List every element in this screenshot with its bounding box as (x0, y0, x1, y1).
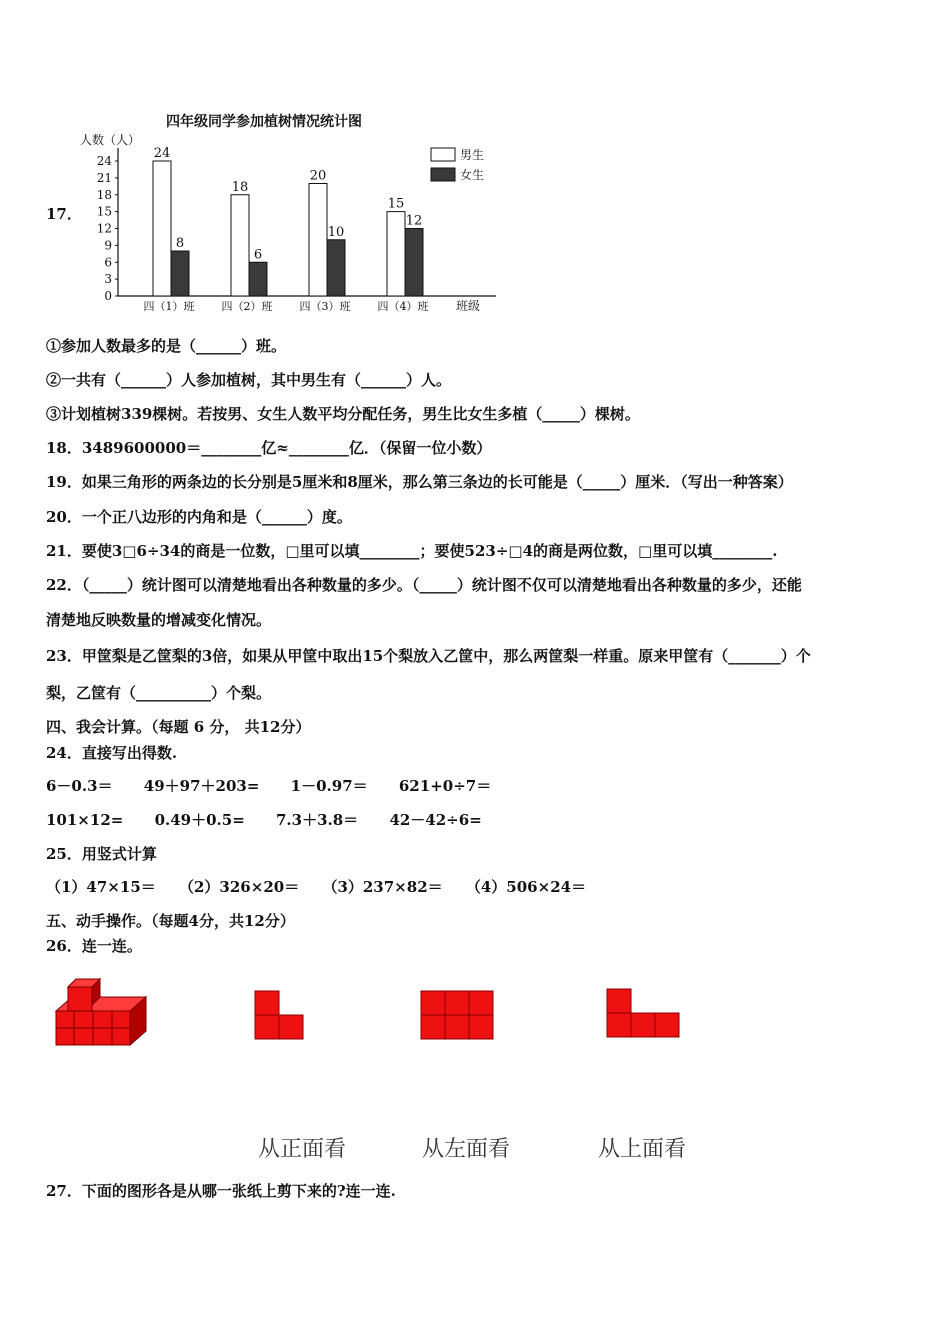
view-l-shape[interactable] (254, 990, 306, 1042)
calc-item: （2）326×20＝ (179, 878, 300, 896)
bar-boys (387, 212, 405, 296)
calc-row-2 (46, 809, 508, 830)
question-22-line-1: 22．（_____）统计图可以清楚地看出各种数量的多少。（_____）统计图不仅可以清楚地看出各种数量的多少，还能 (46, 576, 802, 594)
chart-y-ticks (97, 154, 118, 303)
bar-boys (153, 161, 171, 296)
question-17-sub-2: ②一共有（______）人参加植树，其中男生有（______）人。 (46, 371, 452, 389)
caption-left-view[interactable]: 从左面看 (422, 1137, 511, 1162)
calc-row-1 (46, 775, 517, 796)
question-17-number: 17． (46, 205, 82, 223)
chart-y-axis-label: 人数（人） (80, 133, 141, 147)
y-tick-label: 18 (96, 187, 112, 202)
bar-girls (249, 262, 267, 296)
legend-swatch (431, 168, 455, 181)
bar-value-label: 6 (253, 247, 263, 263)
question-20: 20．一个正八边形的内角和是（______）度。 (46, 508, 352, 526)
bar-chart (76, 106, 506, 321)
y-tick-label: 21 (96, 170, 112, 185)
chart-x-labels (144, 299, 429, 313)
view-grid-shape[interactable] (420, 990, 496, 1042)
bar-girls (327, 240, 345, 296)
chart-title: 四年级同学参加植树情况统计图 (166, 114, 362, 130)
question-19: 19．如果三角形的两条边的长分别是5厘米和8厘米，那么第三条边的长可能是（_____）厘米．（写出一种答案） (46, 473, 793, 491)
bar-value-label: 8 (175, 236, 185, 251)
y-tick-label: 15 (96, 204, 112, 219)
question-23-line-1: 23．甲筐梨是乙筐梨的3倍，如果从甲筐中取出15个梨放入乙筐中，那么两筐梨一样重。原来甲筐有（_______）个 (46, 647, 811, 665)
bar-boys (231, 195, 249, 296)
chart-bars (153, 146, 423, 296)
question-17-sub-3: ③计划植树339棵树。若按男、女生人数平均分配任务，男生比女生多植（_____）棵树。 (46, 405, 640, 423)
calc-item: 621+0÷7＝ (398, 777, 492, 795)
y-tick-label: 12 (96, 221, 112, 236)
chart-x-axis-label: 班级 (456, 299, 481, 313)
calc-item: 7.3＋3.8＝ (276, 811, 359, 829)
calc-item: 42－42÷6= (389, 811, 482, 829)
bar-value-label: 12 (405, 213, 423, 229)
view-long-l-shape[interactable] (606, 988, 682, 1040)
x-category-label: 四（3）班 (299, 300, 351, 313)
x-category-label: 四（2）班 (221, 300, 273, 313)
bar-value-label: 24 (153, 146, 171, 161)
question-22-line-2: 清楚地反映数量的增减变化情况。 (46, 611, 272, 629)
y-tick-label: 6 (104, 255, 112, 270)
section-4-heading: 四、我会计算。（每题 6 分， 共12分） (46, 718, 311, 736)
calc-item: 1－0.97＝ (290, 777, 368, 795)
y-tick-label: 24 (96, 154, 112, 168)
calc-item: （4）506×24＝ (465, 878, 587, 896)
calc-item: 0.49＋0.5= (154, 811, 245, 829)
cube-solid-figure[interactable] (52, 975, 152, 1050)
question-26-title: 26．连一连。 (46, 937, 142, 955)
calc-item: 49＋97＋203= (143, 777, 260, 795)
bar-boys (309, 184, 327, 297)
legend-swatch (431, 148, 455, 161)
question-25-title: 25．用竖式计算 (46, 845, 157, 863)
question-17-sub-1: ①参加人数最多的是（______）班。 (46, 337, 287, 355)
bar-value-label: 18 (231, 179, 249, 195)
calc-item: 101×12= (46, 811, 124, 829)
question-23-line-2: 梨，乙筐有（__________）个梨。 (46, 684, 272, 702)
y-tick-label: 0 (104, 289, 112, 303)
legend-label: 男生 (460, 148, 485, 162)
bar-value-label: 10 (327, 224, 345, 240)
x-category-label: 四（4）班 (377, 300, 429, 313)
question-18: 18．3489600000＝________亿≈________亿．（保留一位小数） (46, 439, 492, 457)
y-tick-label: 3 (104, 272, 112, 287)
y-tick-label: 9 (104, 238, 112, 253)
caption-front-view[interactable]: 从正面看 (258, 1137, 347, 1162)
question-21: 21．要使3□6÷34的商是一位数，□里可以填________；要使523÷□4的商是两位数，□里可以填________. (46, 542, 778, 560)
calc-item: （3）237×82＝ (322, 878, 443, 896)
caption-top-view[interactable]: 从上面看 (598, 1137, 687, 1162)
bar-value-label: 15 (387, 196, 405, 212)
bar-girls (405, 229, 423, 297)
x-category-label: 四（1）班 (143, 300, 195, 313)
section-5-heading: 五、动手操作。（每题4分，共12分） (46, 912, 295, 930)
calc-item: 6－0.3＝ (46, 777, 113, 795)
legend-label: 女生 (460, 168, 485, 182)
question-24-title: 24．直接写出得数. (46, 744, 178, 762)
question-27: 27．下面的图形各是从哪一张纸上剪下来的?连一连. (46, 1182, 396, 1200)
vertical-calc-row (46, 876, 604, 897)
calc-item: （1）47×15＝ (46, 878, 156, 896)
chart-legend (431, 147, 484, 182)
bar-value-label: 20 (309, 168, 327, 184)
bar-girls (171, 251, 189, 296)
